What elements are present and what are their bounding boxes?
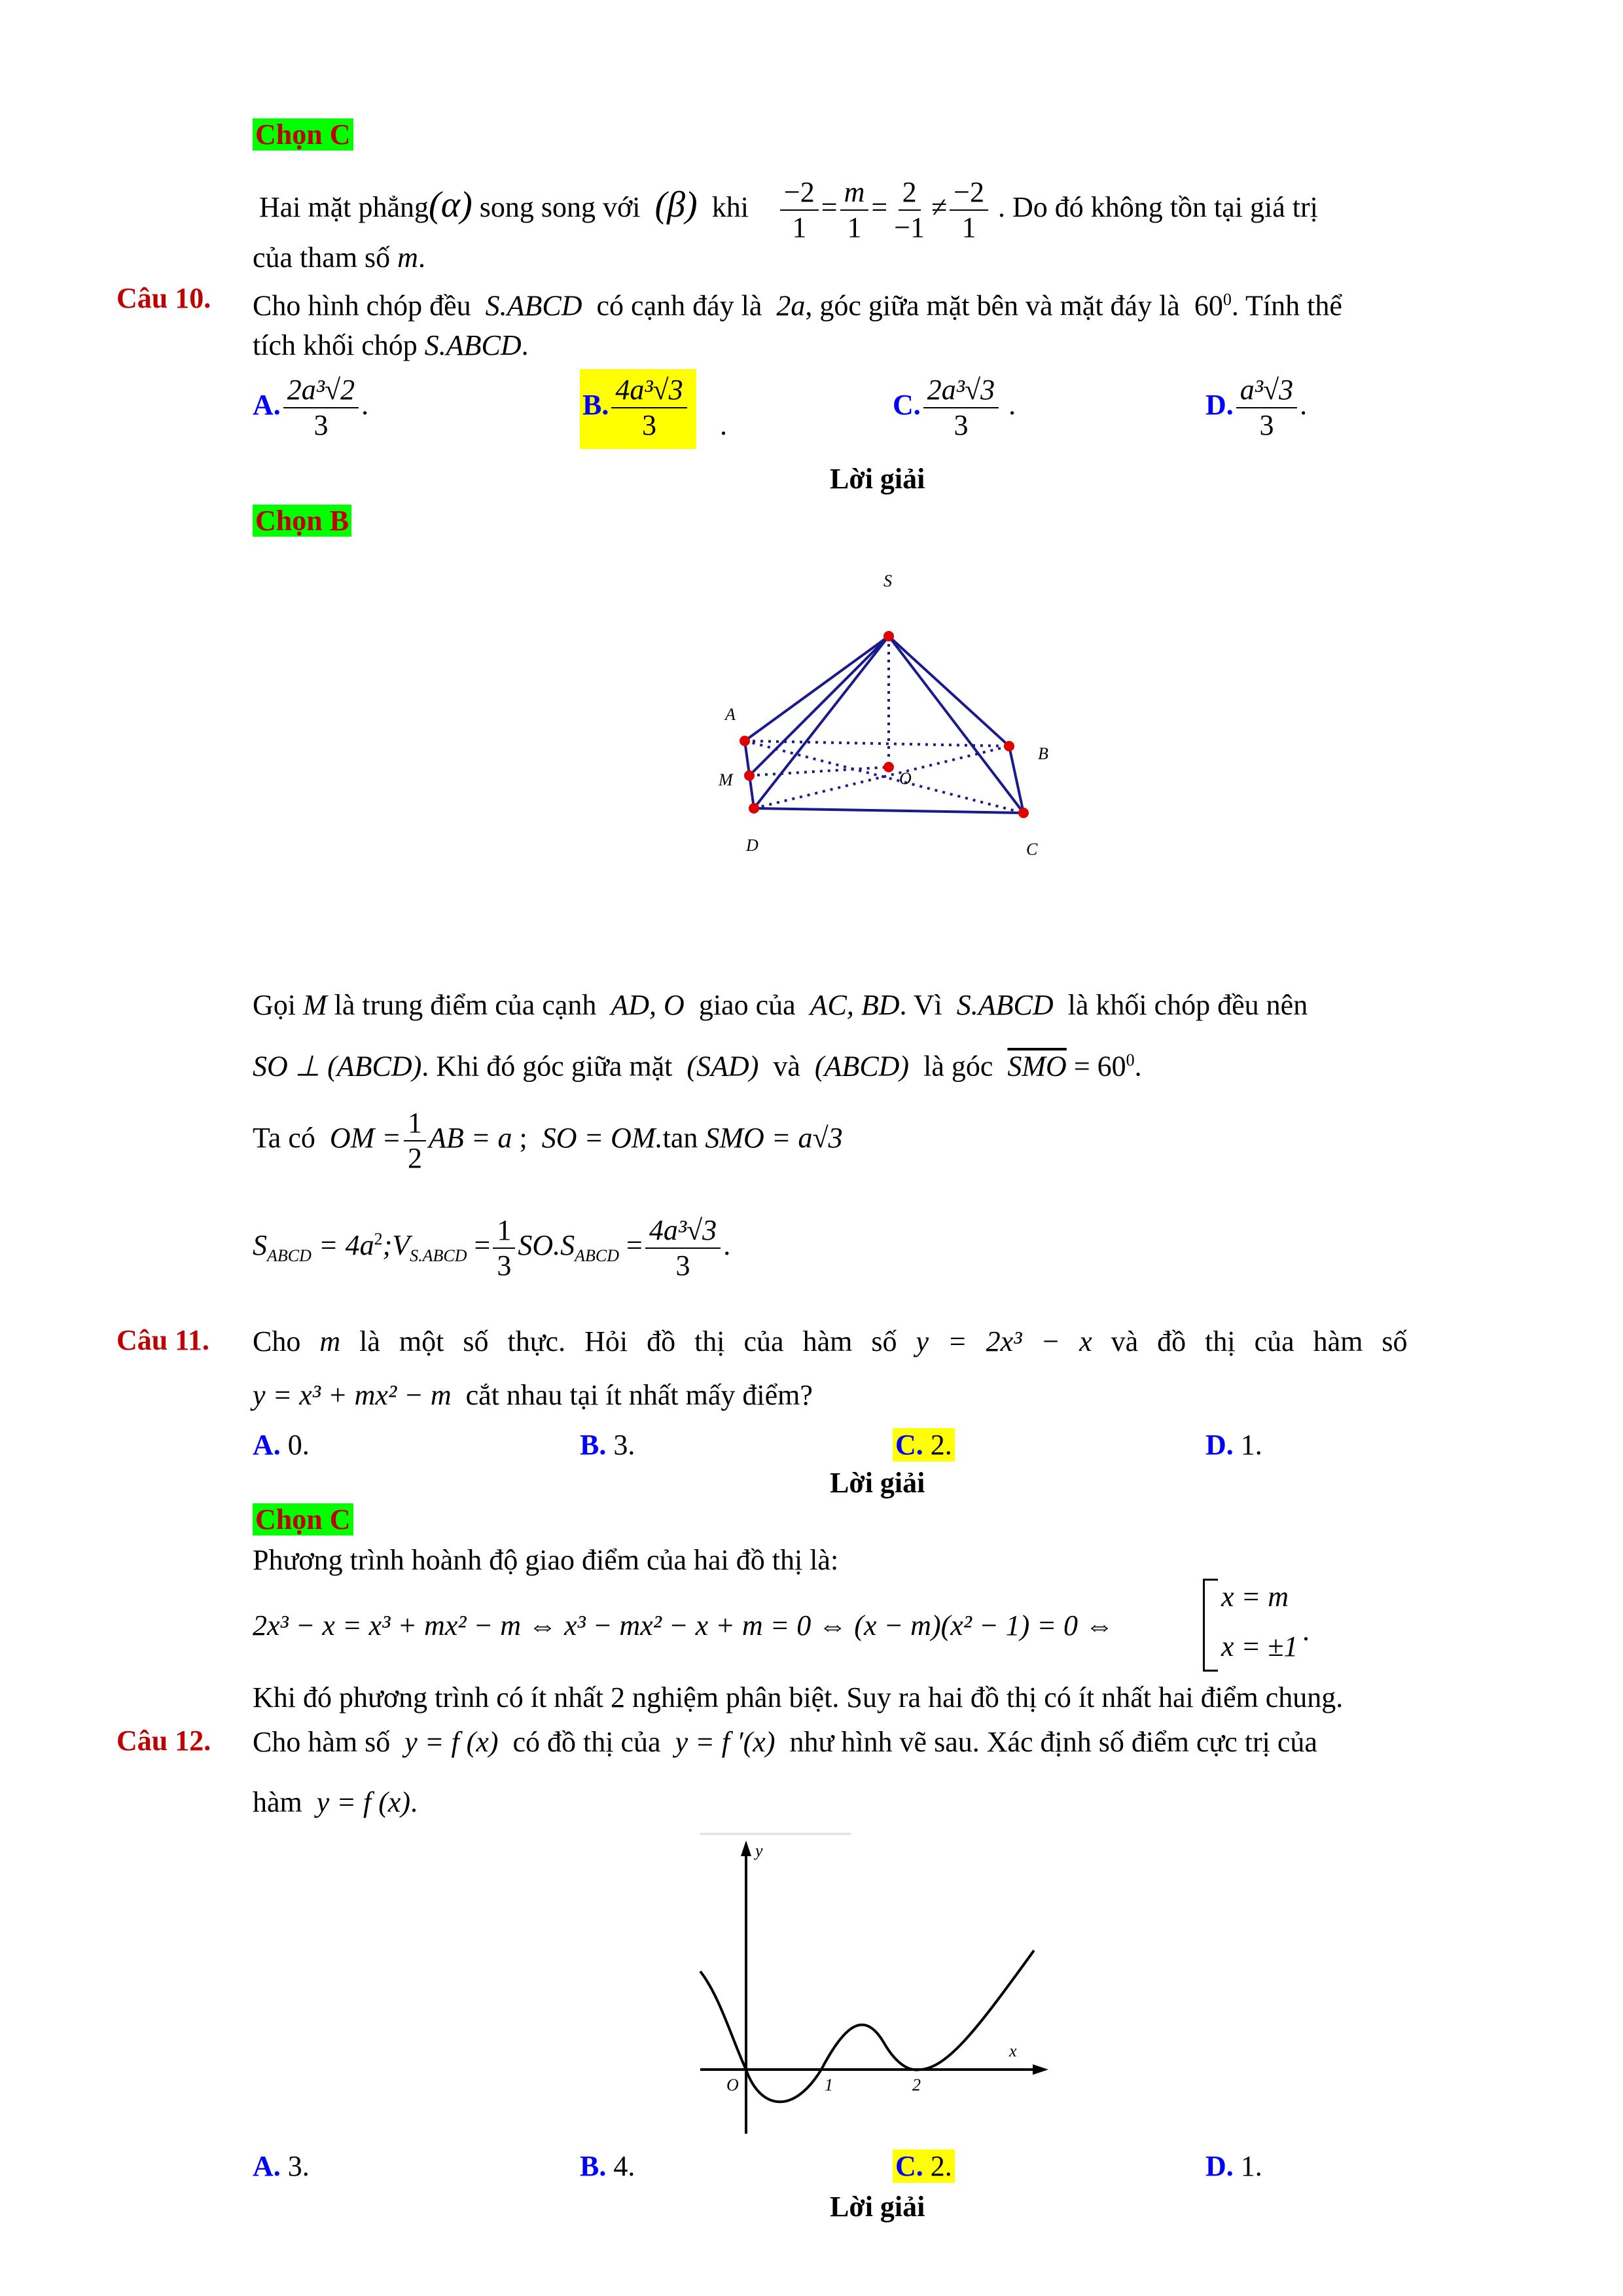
q10-sol-line1: Gọi M là trung điểm của cạnh AD, O giao của AC, BD. Vì S.ABCD là khối chóp đều nên — [253, 989, 1308, 1021]
q10-chon: Chọn B — [253, 504, 351, 537]
graph-label-origin: O — [726, 2075, 739, 2094]
q12-number: Câu 12. — [116, 1725, 211, 1757]
q11-line1: Cho m là một số thực. Hỏi đồ thị của hàm số y = 2x³ − x và đồ thị của hàm số — [253, 1325, 1408, 1357]
label-D: D — [746, 836, 758, 855]
q10-loigiai: Lời giải — [830, 463, 925, 495]
x-axis-arrow — [1033, 2064, 1048, 2075]
q12-line1: Cho hàm số y = f (x) có đồ thị của y = f ′(x) như hình vẽ sau. Xác định số điểm cực trị của — [253, 1726, 1317, 1758]
label-S: S — [883, 571, 892, 590]
q10-sol-line2: SO ⊥ (ABCD). Khi đó góc giữa mặt (SAD) và (ABCD) là góc $\overline{SMO} = 60^0$. — [253, 1050, 1142, 1083]
q11-sol-line1: Phương trình hoành độ giao điểm của hai đồ thị là: — [253, 1544, 839, 1576]
y-axis-arrow — [741, 1840, 751, 1856]
q11-bracket — [1203, 1579, 1218, 1672]
point-A — [740, 736, 750, 746]
point-M — [744, 770, 755, 781]
q12-option-b[interactable]: B. 4. — [580, 2150, 635, 2182]
q10-option-a[interactable]: A. $\frac{\text{2a³√2}}{3}$ . — [253, 374, 369, 441]
label-O: O — [899, 769, 912, 788]
label-C: C — [1026, 840, 1038, 859]
q11-option-d[interactable]: D. 1. — [1205, 1429, 1262, 1461]
q12-option-c[interactable]: C. 2. — [893, 2149, 955, 2183]
q11-case2: x = ±1 — [1221, 1630, 1298, 1662]
q12-line2: hàm y = f (x). — [253, 1786, 418, 1818]
q11-option-c[interactable]: C. 2. — [893, 1428, 955, 1462]
q10-sol-line4: $S_{ABCD}$ = $4a^2;V_{S.ABCD}$ = $\frac{1}{3}$ $SO.S_{ABCD}$ = $\frac{\text{4a³√3}}{3}$ . — [253, 1214, 731, 1282]
edge-SM — [749, 636, 889, 776]
q11-number: Câu 11. — [116, 1324, 209, 1356]
q10-option-d[interactable]: D. $\frac{\text{a³√3}}{3}$ . — [1205, 374, 1308, 441]
q10-option-c[interactable]: C. $\frac{\text{2a³√3}}{3}$ . — [893, 374, 1016, 441]
point-S — [883, 631, 894, 641]
point-B — [1004, 741, 1014, 751]
point-O — [883, 762, 894, 772]
edge-SD — [754, 636, 889, 808]
q9-line2: của tham số m. — [253, 242, 425, 274]
q11-sol-end: . — [1302, 1615, 1310, 1647]
q10-line1: Cho hình chóp đều S.ABCD có cạnh đáy là 2a, góc giữa mặt bên và mặt đáy là $60^0$. Tính thể — [253, 289, 1342, 322]
q12-option-a[interactable]: A. 3. — [253, 2150, 310, 2182]
q11-sol-line3: Khi đó phương trình có ít nhất 2 nghiệm phân biệt. Suy ra hai đồ thị có ít nhất hai điểm chung. — [253, 1681, 1344, 1713]
q10-option-b-dot: . — [720, 409, 727, 441]
q12-option-d[interactable]: D. 1. — [1205, 2150, 1262, 2182]
graph-label-two: 2 — [912, 2075, 921, 2094]
q10-line2: tích khối chóp S.ABCD. — [253, 329, 529, 361]
edge-SA — [745, 636, 889, 741]
label-A: A — [725, 705, 736, 724]
derivative-curve — [700, 1950, 1034, 2102]
graph-label-x: x — [1009, 2041, 1017, 2060]
q9-chon: Chọn C — [253, 118, 353, 151]
graph-label-y: y — [755, 1841, 763, 1860]
q10-option-b[interactable]: B. $\frac{\text{4a³√3}}{3}$ — [580, 369, 696, 449]
q11-chon: Chọn C — [253, 1503, 353, 1536]
label-M: M — [719, 770, 733, 789]
graph-label-one: 1 — [825, 2075, 833, 2094]
q10-number: Câu 10. — [116, 282, 211, 314]
pyramid-figure — [694, 563, 1086, 956]
point-C — [1018, 808, 1029, 818]
edge-DC — [754, 808, 1024, 813]
q11-option-a[interactable]: A. 0. — [253, 1429, 310, 1461]
q12-loigiai: Lời giải — [830, 2191, 925, 2223]
q11-line2: y = x³ + mx² − m cắt nhau tại ít nhất mấy điểm? — [253, 1379, 813, 1411]
q11-loigiai: Lời giải — [830, 1467, 925, 1499]
label-B: B — [1038, 744, 1048, 763]
q9-line1: Hai mặt phẳng(α) song song với (β) khi $\frac{-2}{1}$ = $\frac{m}{1}$ = $\frac{2}{-1}$ ≠ $\frac{-2}{1}$ . Do đó không tồn tại giá trị — [259, 176, 1318, 243]
point-D — [749, 803, 759, 814]
q10-sol-line3: Ta có OM = $\frac{1}{2}$ AB = a ; SO = OM.tan SMO = a√3 — [253, 1107, 843, 1174]
edge-SB — [889, 636, 1009, 746]
derivative-graph — [687, 1826, 1054, 2140]
q11-case1: x = m — [1221, 1581, 1289, 1613]
q11-option-b[interactable]: B. 3. — [580, 1429, 635, 1461]
q11-sol-line2: 2x³ − x = x³ + mx² − m ⇔ x³ − mx² − x + m = 0 ⇔ (x − m)(x² − 1) = 0 ⇔ — [253, 1609, 1115, 1641]
